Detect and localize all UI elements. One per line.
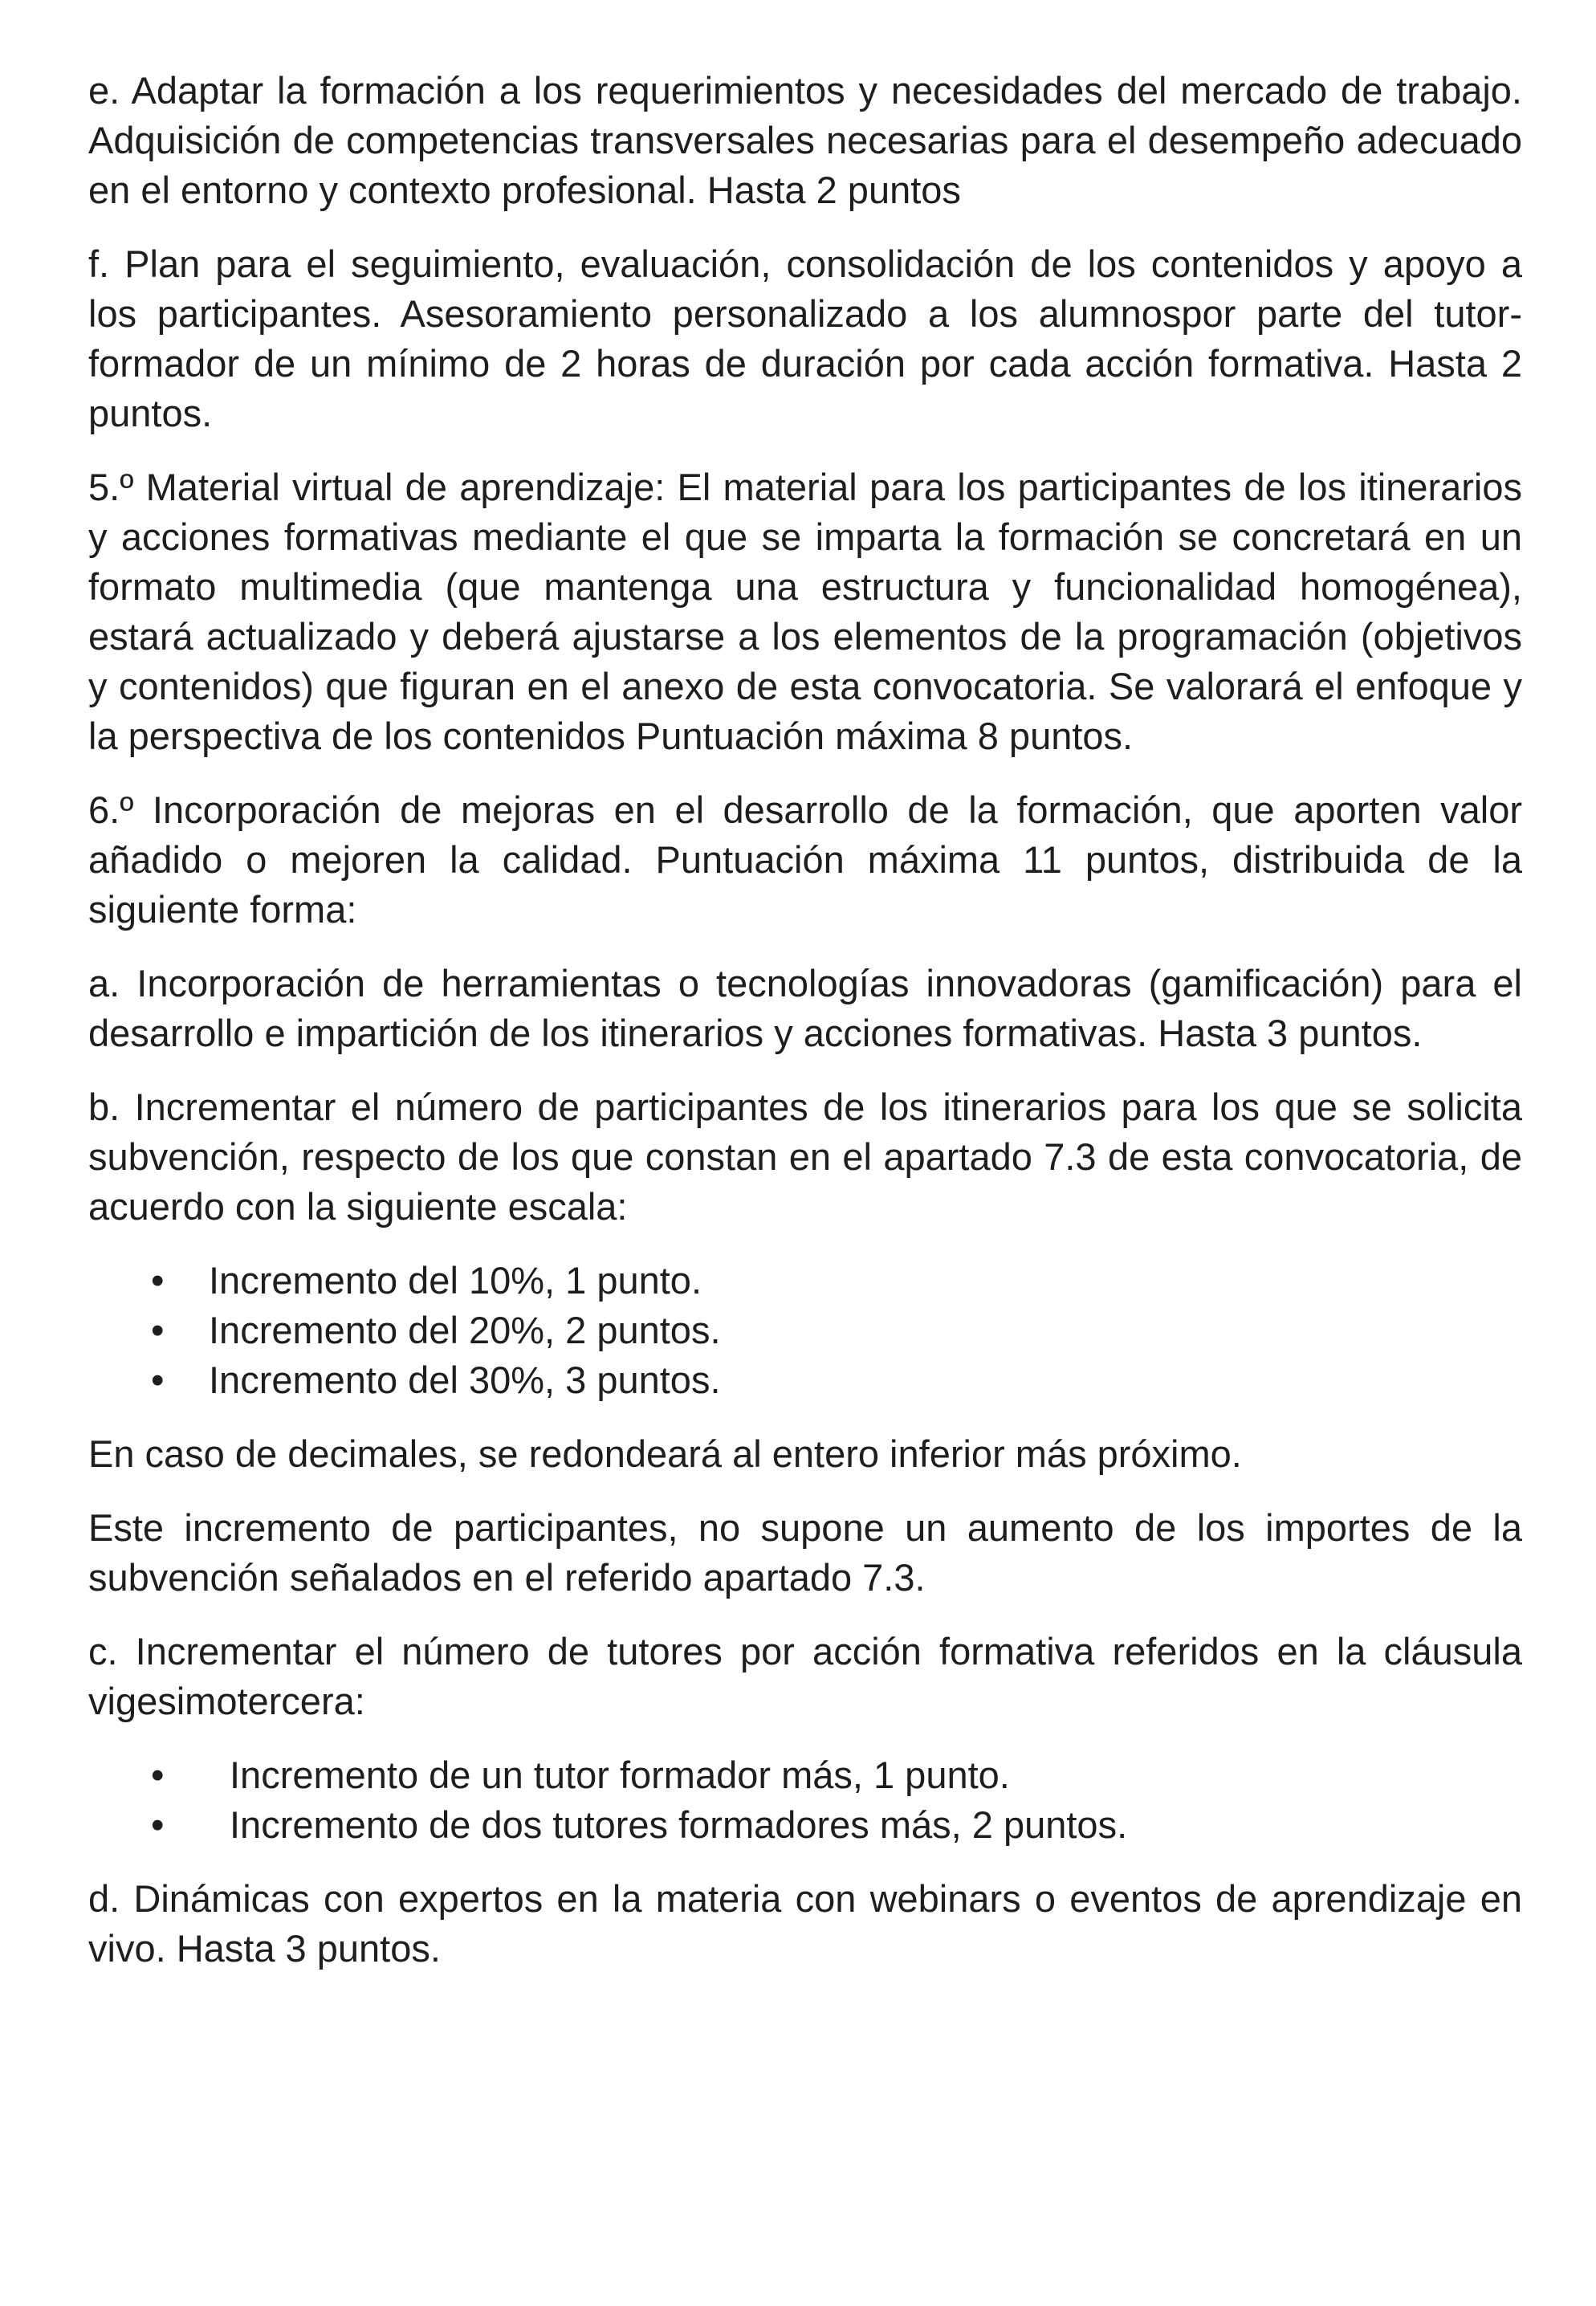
list-item xyxy=(88,1750,1522,1800)
bullet-icon: • xyxy=(151,1359,165,1401)
list-item-text: Incremento del 20%, 2 puntos. xyxy=(209,1309,721,1351)
paragraph-6-mejoras: 6.º Incorporación de mejoras en el desarrollo de la formación, que aporten valor añadido o mejoren la calidad. Puntuación máxima 11 puntos, distribuida de la siguiente forma: xyxy=(88,788,1522,931)
list-item-text: Incremento del 30%, 3 puntos. xyxy=(209,1359,721,1401)
bullet-icon: • xyxy=(151,1754,165,1796)
list-item-text: Incremento de dos tutores formadores más, 2 puntos. xyxy=(230,1803,1128,1846)
bullet-icon: • xyxy=(151,1309,165,1351)
bullet-icon: • xyxy=(151,1259,165,1302)
paragraph-decimales: En caso de decimales, se redondeará al entero inferior más próximo. xyxy=(88,1432,1242,1475)
list-item xyxy=(88,1355,1522,1405)
paragraph-d: d. Dinámicas con expertos en la materia con webinars o eventos de aprendizaje en vivo. Hasta 3 puntos. xyxy=(88,1877,1522,1970)
paragraph-a: a. Incorporación de herramientas o tecnologías innovadoras (gamificación) para el desarrollo e impartición de los itinerarios y acciones formativas. Hasta 3 puntos. xyxy=(88,962,1522,1054)
list-item xyxy=(88,1306,1522,1355)
list-item-text: Incremento de un tutor formador más, 1 punto. xyxy=(230,1754,1010,1796)
paragraph-b: b. Incrementar el número de participantes de los itinerarios para los que se solicita subvención, respecto de los que constan en el apartado 7.3 de esta convocatoria, de acuerdo con la siguiente escala: xyxy=(88,1086,1522,1228)
document-page xyxy=(88,66,1522,1998)
paragraph-e: e. Adaptar la formación a los requerimientos y necesidades del mercado de trabajo. Adquisición de competencias transversales necesarias para el desempeño adecuado en el entorno y contexto profesional. Hasta 2 puntos xyxy=(88,69,1522,211)
paragraph-5-material-virtual: 5.º Material virtual de aprendizaje: El material para los participantes de los itinerarios y acciones formativas mediante el que se imparta la formación se concretará en un formato multimedia (que mantenga una estructura y funcionalidad homogénea), estará actualizado y deberá ajustarse a los elementos de la programación (objetivos y contenidos) que figuran en el anexo de esta convocatoria. Se valorará el enfoque y la perspectiva de los contenidos Puntuación máxima 8 puntos. xyxy=(88,466,1522,757)
participant-scale-list xyxy=(88,1256,1522,1405)
list-item-text: Incremento del 10%, 1 punto. xyxy=(209,1259,702,1302)
list-item xyxy=(88,1256,1522,1306)
tutor-scale-list xyxy=(88,1750,1522,1850)
paragraph-c: c. Incrementar el número de tutores por acción formativa referidos en la cláusula vigesimotercera: xyxy=(88,1630,1522,1722)
bullet-icon: • xyxy=(151,1803,165,1846)
paragraph-incremento: Este incremento de participantes, no supone un aumento de los importes de la subvención señalados en el referido apartado 7.3. xyxy=(88,1506,1522,1599)
paragraph-f: f. Plan para el seguimiento, evaluación, consolidación de los contenidos y apoyo a los participantes. Asesoramiento personalizado a los alumnospor parte del tutor-formador de un mínimo de 2 horas de duración por cada acción formativa. Hasta 2 puntos. xyxy=(88,242,1522,434)
list-item xyxy=(88,1800,1522,1850)
